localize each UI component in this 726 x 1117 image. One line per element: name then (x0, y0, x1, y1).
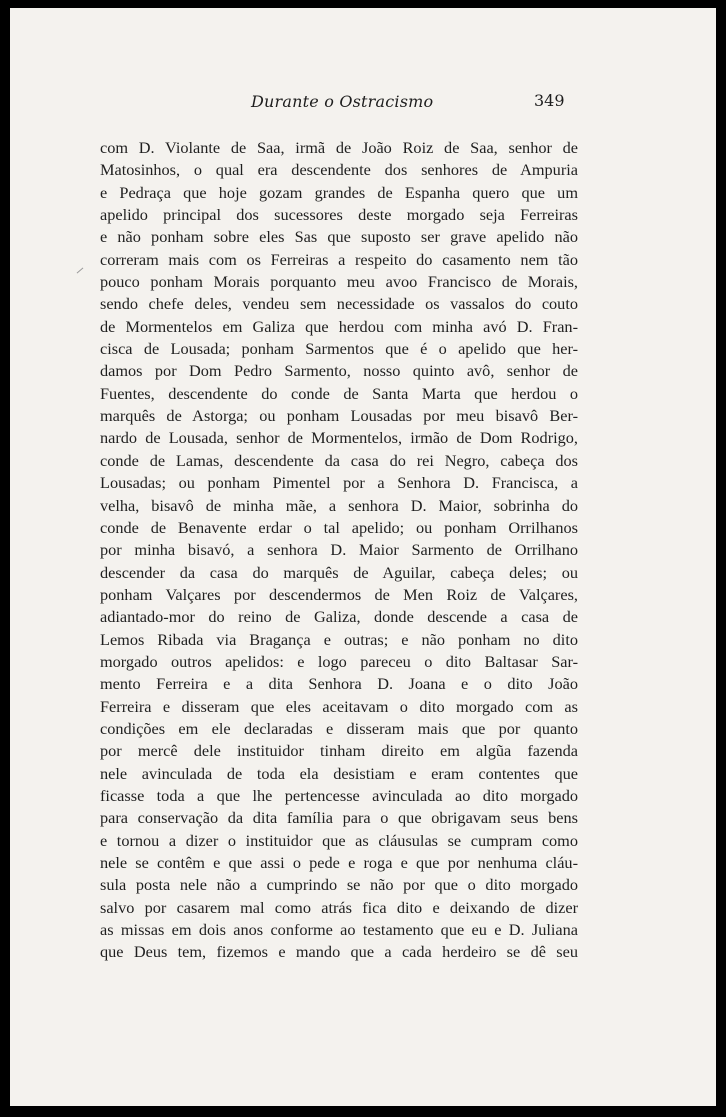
text-line: conde de Benavente erdar o tal apelido; ou ponham Orrilhanos (100, 517, 578, 537)
text-line: de Mormentelos em Galiza que herdou com minha avó D. Fran- (100, 316, 578, 336)
text-line: nele se contêm e que assi o pede e roga e que por nenhuma cláu- (100, 853, 578, 872)
margin-pencil-mark (77, 268, 84, 274)
text-line: conde de Lamas, descendente da casa do rei Negro, cabeça dos (100, 450, 578, 470)
text-line: as missas em dois anos conforme ao testamento que eu e D. Juliana (100, 920, 578, 940)
text-line: Matosinhos, o qual era descendente dos senhores de Ampuria (100, 160, 578, 180)
text-line: morgado outros apelidos: e logo pareceu o dito Baltasar Sar- (100, 651, 578, 671)
page-header (10, 92, 716, 116)
text-line: Fuentes, descendente do conde de Santa Marta que herdou o (100, 383, 578, 403)
running-title: Durante o Ostracismo (251, 92, 434, 111)
text-line: salvo por casarem mal como atrás fica dito e deixando de dizer (100, 897, 578, 917)
text-line: mento Ferreira e a dita Senhora D. Joana e o dito João (100, 674, 578, 694)
text-line: nele avinculada de toda ela desistiam e eram contentes que (100, 763, 578, 783)
text-line: ponham Valçares por descendermos de Men Roiz de Valçares, (100, 584, 578, 604)
page-number: 349 (534, 91, 565, 110)
text-line: condições em ele declaradas e disseram mais que por quanto (100, 718, 578, 738)
text-line: ficasse toda a que lhe pertencesse avinculada ao dito morgado (100, 785, 578, 805)
text-line: velha, bisavô de minha mãe, a senhora D. Maior, sobrinha do (100, 495, 578, 515)
text-line: que Deus tem, fizemos e mando que a cada herdeiro se dê seu (100, 942, 578, 962)
book-page (10, 8, 716, 1106)
text-line: nardo de Lousada, senhor de Mormentelos, irmão de Dom Rodrigo, (100, 428, 578, 448)
text-line: damos por Dom Pedro Sarmento, nosso quinto avô, senhor de (100, 361, 578, 381)
body-text (100, 137, 578, 964)
text-line: sendo chefe deles, vendeu sem necessidade os vassalos do couto (100, 294, 578, 314)
text-line: cisca de Lousada; ponham Sarmentos que é o apelido que her- (100, 339, 578, 359)
text-line: sula posta nele não a cumprindo se não por que o dito morgado (100, 875, 578, 895)
text-line: apelido principal dos sucessores deste morgado seja Ferreiras (100, 205, 578, 225)
text-line: por mercê dele instituidor tinham direito em algũa fazenda (100, 741, 578, 761)
text-line: descender da casa do marquês de Aguilar, cabeça deles; ou (100, 562, 578, 582)
text-line: para conservação da dita família para o que obrigavam seus bens (100, 808, 578, 828)
text-line: Lousadas; ou ponham Pimentel por a Senhora D. Francisca, a (100, 473, 578, 493)
text-line: e tornou a dizer o instituidor que as cláusulas se cumpram como (100, 830, 578, 850)
text-line: e não ponham sobre eles Sas que suposto ser grave apelido não (100, 227, 578, 247)
text-line: Lemos Ribada via Bragança e outras; e não ponham no dito (100, 629, 578, 649)
text-line: por minha bisavó, a senhora D. Maior Sarmento de Orrilhano (100, 540, 578, 560)
text-line: marquês de Astorga; ou ponham Lousadas por meu bisavô Ber- (100, 406, 578, 426)
text-line: com D. Violante de Saa, irmã de João Roiz de Saa, senhor de (100, 138, 578, 157)
text-line: correram mais com os Ferreiras a respeito do casamento nem tão (100, 249, 578, 269)
text-line: adiantado-mor do reino de Galiza, donde descende a casa de (100, 607, 578, 627)
text-line: pouco ponham Morais porquanto meu avoo Francisco de Morais, (100, 272, 578, 292)
text-line: e Pedraça que hoje gozam grandes de Espanha quero que um (100, 182, 578, 202)
text-line: Ferreira e disseram que eles aceitavam o dito morgado com as (100, 696, 578, 716)
